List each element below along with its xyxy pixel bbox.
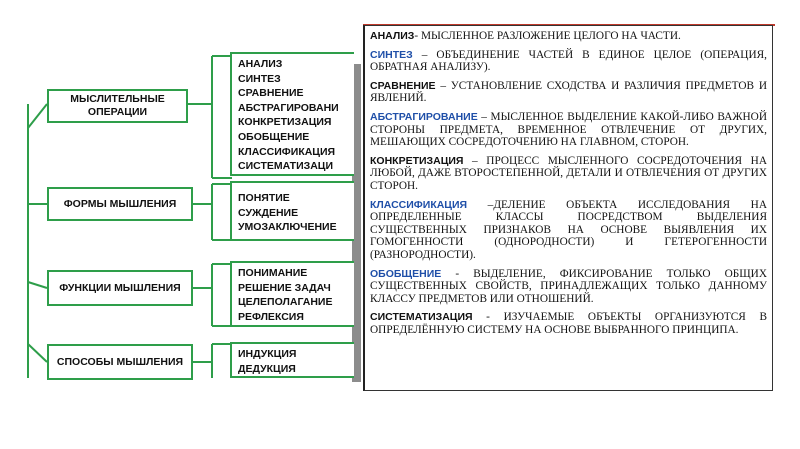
category-box-ways-of-thinking: СПОСОБЫ МЫШЛЕНИЯ	[47, 344, 193, 380]
definition-item	[370, 30, 767, 43]
definition-term: СИСТЕМАТИЗАЦИЯ	[370, 311, 473, 324]
list-item: РЕФЛЕКСИЯ	[238, 310, 304, 323]
definition-text: – ПРОЦЕСС МЫСЛЕННОГО СОСРЕДОТОЧЕНИЯ НА ЛЮБОЙ, ДАЖЕ ВТОРОСТЕПЕННОЙ, ДЕТАЛИ И ОТВЛЕЧЕНИЯ ОТ ДРУГИХ СТОРОН.	[370, 154, 767, 192]
list-item: ИНДУКЦИЯ	[238, 348, 297, 360]
connector-cat-0-list	[188, 56, 232, 178]
connector-cat-3-list	[193, 344, 232, 378]
definition-item	[370, 155, 767, 193]
list-item: КЛАССИФИКАЦИЯ	[238, 145, 336, 158]
list-item: СИСТЕМАТИЗАЦИ	[238, 160, 334, 173]
list-item: ДЕДУКЦИЯ	[238, 362, 296, 375]
item-list-functions-of-thinking	[230, 261, 354, 327]
list-item: АНАЛИЗ	[238, 58, 283, 70]
definition-item	[370, 49, 767, 74]
definition-item	[370, 111, 767, 149]
definition-term: ОБОБЩЕНИЕ	[370, 267, 442, 280]
connector-cat-2-list	[193, 264, 232, 326]
definition-item	[370, 268, 767, 306]
list-item: ОБОБЩЕНИЕ	[238, 130, 310, 143]
connector-cat-1-list	[193, 184, 232, 240]
definition-item	[370, 80, 767, 105]
definition-text: –ДЕЛЕНИЕ ОБЪЕКТА ИССЛЕДОВАНИЯ НА ОПРЕДЕЛЕННЫЕ КЛАССЫ ПОСРЕДСТВОМ ВЫДЕЛЕНИЯ СУЩЕСТВЕННЫХ ПРИЗНАКОВ НА ОСНОВЕ ВЫЯВЛЕНИЯ ИХ ГОМОГЕННОСТИ (ОДНОРОДНОСТИ) И ГЕТЕРОГЕННОСТИ (РАЗНОРОДНОСТИ).	[370, 198, 767, 261]
definition-term: КОНКРЕТИЗАЦИЯ	[370, 154, 464, 167]
connector-cat-0	[28, 104, 47, 128]
category-box-forms-of-thinking: ФОРМЫ МЫШЛЕНИЯ	[47, 187, 193, 221]
list-item: АБСТРАГИРОВАНИ	[238, 101, 339, 114]
definition-term: АБСТРАГИРОВАНИЕ	[370, 110, 478, 123]
list-item: ПОНЯТИЕ	[238, 192, 290, 204]
list-item: УМОЗАКЛЮЧЕНИЕ	[238, 221, 337, 234]
list-item: ПОНИМАНИЕ	[238, 267, 308, 279]
definition-item	[370, 199, 767, 262]
definition-text: – МЫСЛЕННОЕ ВЫДЕЛЕНИЕ КАКОЙ-ЛИБО ВАЖНОЙ СТОРОНЫ ПРЕДМЕТА, ВРЕМЕННОЕ ОТВЛЕЧЕНИЕ ОТ ДРУГИХ, МЕШАЮЩИХ СОСРЕДОТОЧЕНИЮ НА ГЛАВНОМ, СТОРОН.	[370, 110, 767, 149]
category-box-thinking-operations: МЫСЛИТЕЛЬНЫЕ ОПЕРАЦИИ	[47, 89, 188, 123]
list-item: СУЖДЕНИЕ	[238, 206, 299, 219]
definition-item	[370, 311, 767, 336]
connector-cat-2	[28, 282, 47, 288]
definition-text: - МЫСЛЕННОЕ РАЗЛОЖЕНИЕ ЦЕЛОГО НА ЧАСТИ.	[414, 30, 681, 42]
definition-term: КЛАССИФИКАЦИЯ	[370, 198, 468, 211]
list-item: ЦЕЛЕПОЛАГАНИЕ	[238, 296, 333, 309]
definitions-panel	[363, 25, 773, 391]
list-item: СИНТЕЗ	[238, 72, 281, 85]
category-box-functions-of-thinking: ФУНКЦИИ МЫШЛЕНИЯ	[47, 270, 193, 306]
list-item: РЕШЕНИЕ ЗАДАЧ	[238, 281, 331, 294]
definition-term: СИНТЕЗ	[370, 48, 413, 61]
connector-cat-3	[28, 344, 47, 362]
definition-term: АНАЛИЗ	[370, 30, 415, 42]
definition-text: – ОБЪЕДИНЕНИЕ ЧАСТЕЙ В ЕДИНОЕ ЦЕЛОЕ (ОПЕРАЦИЯ, ОБРАТНАЯ АНАЛИЗУ).	[370, 48, 767, 74]
item-list-thinking-operations	[230, 52, 354, 176]
definition-text: – УСТАНОВЛЕНИЕ СХОДСТВА И РАЗЛИЧИЯ ПРЕДМЕТОВ И ЯВЛЕНИЙ.	[370, 79, 767, 105]
item-list-forms-of-thinking	[230, 181, 354, 241]
list-item: КОНКРЕТИЗАЦИЯ	[238, 116, 332, 129]
definition-term: СРАВНЕНИЕ	[370, 79, 436, 92]
definition-text: - ВЫДЕЛЕНИЕ, ФИКСИРОВАНИЕ ТОЛЬКО ОБЩИХ СУЩЕСТВЕННЫХ СВОЙСТВ, ПРИНАДЛЕЖАЩИХ ТОЛЬКО ДАННОМУ КЛАССУ ПРЕДМЕТОВ ИЛИ ОТНОШЕНИЙ.	[370, 267, 767, 305]
item-list-ways-of-thinking	[230, 342, 354, 378]
definition-text: - ИЗУЧАЕМЫЕ ОБЪЕКТЫ ОРГАНИЗУЮТСЯ В ОПРЕДЕЛЁННУЮ СИСТЕМУ НА ОСНОВЕ ВЫБРАННОГО ПРИНЦИПА.	[370, 311, 767, 336]
list-item: СРАВНЕНИЕ	[238, 87, 304, 100]
